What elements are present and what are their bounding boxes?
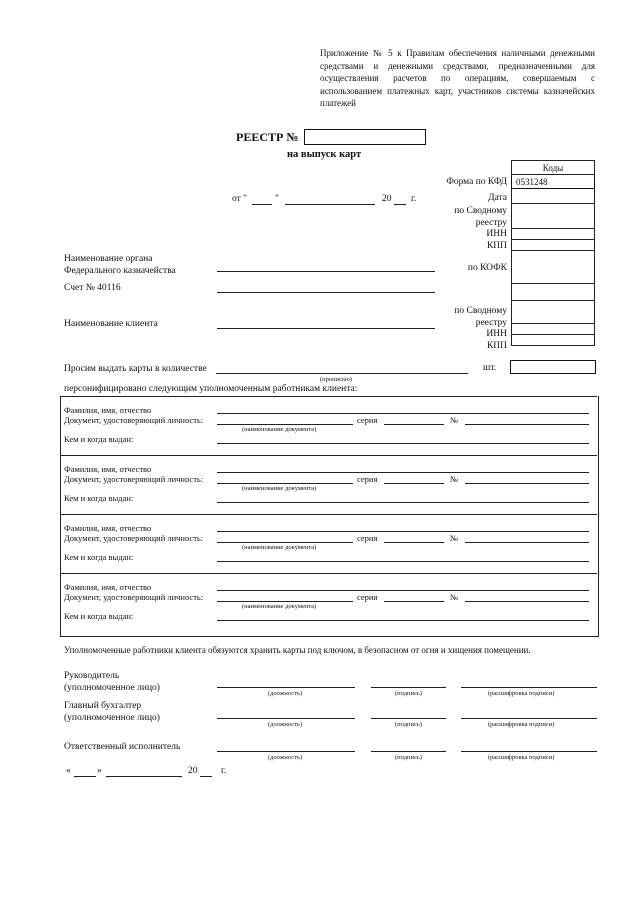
codes-value-date[interactable] [512,189,595,204]
doc-name-caption: (наименование документа) [242,544,317,551]
client-name-field[interactable] [217,328,435,329]
codes-value-account[interactable] [512,284,595,301]
series-label: серия [357,474,378,484]
number-label: № [450,592,459,602]
fio-label: Фамилия, имя, отчество [64,523,152,533]
pcs-label: шт. [483,363,497,373]
fio-label: Фамилия, имя, отчество [64,582,152,592]
series-field[interactable] [384,601,444,602]
codes-table [511,160,595,346]
codes-label-kofk: по КОФК [467,263,507,273]
doc-label: Документ, удостоверяющий личность: [64,592,204,602]
doc-label: Документ, удостоверяющий личность: [64,533,204,543]
codes-label-inn2: ИНН [486,329,507,339]
organ-name-field[interactable] [217,271,435,272]
accountant-label: Главный бухгалтер (уполномоченное лицо) [64,701,160,723]
fio-field[interactable] [217,413,589,414]
organ-name-label: Наименование органа Федерального казначейства [64,254,176,276]
accountant-decode-caption: (расшифровка подписи) [488,721,555,728]
fio-label: Фамилия, имя, отчество [64,405,152,415]
executor-decode-caption: (расшифровка подписи) [488,754,555,761]
head-position-caption: (должность) [268,690,303,697]
issued-field[interactable] [217,561,589,562]
date-year-field[interactable] [394,204,406,205]
issued-field[interactable] [217,502,589,503]
doc-name-field[interactable] [217,483,353,484]
account-field[interactable] [217,292,435,293]
executor-label: Ответственный исполнитель [64,742,181,752]
doc-name-caption: (наименование документа) [242,426,317,433]
series-label: серия [357,533,378,543]
codes-label-kpp: КПП [486,241,507,251]
date-quote: " [275,194,279,204]
codes-label-kpp2: КПП [486,341,507,351]
doc-name-field[interactable] [217,601,353,602]
bottom-date-day-field[interactable] [74,776,96,777]
registry-number-field[interactable] [304,129,426,145]
series-label: серия [357,592,378,602]
head-signature-field[interactable] [371,687,446,688]
issued-label: Кем и когда выдан: [64,493,134,503]
number-field[interactable] [465,601,589,602]
codes-label-svod2: по Сводному реестру [454,306,507,328]
codes-value-svod[interactable] [512,204,595,229]
fio-field[interactable] [217,590,589,591]
codes-value-svod2[interactable] [512,301,595,324]
codes-value-kofk[interactable] [512,251,595,284]
fio-field[interactable] [217,531,589,532]
codes-label-date: Дата [488,193,507,203]
client-name-label: Наименование клиента [64,319,158,329]
quantity-box[interactable] [510,360,596,374]
head-label: Руководитель (уполномоченное лицо) [64,671,160,693]
request-label: Просим выдать карты в количестве [64,364,207,374]
bottom-date-year-prefix: 20 [188,766,198,776]
doc-label: Документ, удостоверяющий личность: [64,474,204,484]
issued-label: Кем и когда выдан: [64,434,134,444]
number-label: № [450,533,459,543]
codes-value-kfd[interactable]: 0531248 [512,175,595,189]
worker-block-2 [60,455,597,514]
executor-position-caption: (должность) [268,754,303,761]
date-year-suffix: г. [411,194,417,204]
series-field[interactable] [384,542,444,543]
date-day-field[interactable] [252,204,272,205]
executor-signature-field[interactable] [371,751,446,752]
doc-name-caption: (наименование документа) [242,603,317,610]
bottom-date-open: « [66,766,71,776]
accountant-position-field[interactable] [217,718,355,719]
registry-subtitle: на выпуск карт [287,149,362,160]
number-label: № [450,474,459,484]
codes-label-svod: по Сводному реестру [454,206,507,228]
codes-value-kpp2[interactable] [512,335,595,346]
codes-label-inn: ИНН [486,229,507,239]
head-decode-field[interactable] [461,687,597,688]
fio-field[interactable] [217,472,589,473]
date-month-field[interactable] [285,204,375,205]
number-field[interactable] [465,424,589,425]
date-year-prefix: 20 [382,194,392,204]
fio-label: Фамилия, имя, отчество [64,464,152,474]
worker-block-1 [60,396,597,455]
codes-header: Коды [512,161,595,175]
date-from-label: от " [232,194,248,204]
appendix-note: Приложение № 5 к Правилам обеспечения наличными денежными средствами и денежными средствами, предназначенными для осуществления расчетов по операциям, совершаемым с использованием платежных карт, участников системы казначейских платежей [320,48,595,108]
worker-block-4 [60,573,597,632]
doc-name-field[interactable] [217,424,353,425]
bottom-date-month-field[interactable] [106,776,182,777]
in-words-caption: (прописью) [320,376,352,383]
doc-name-caption: (наименование документа) [242,485,317,492]
bottom-date-close: » [97,766,102,776]
head-signature-caption: (подпись) [395,690,422,697]
worker-block-3 [60,514,597,573]
account-label: Счет № 40116 [64,283,121,293]
accountant-decode-field[interactable] [461,718,597,719]
series-field[interactable] [384,483,444,484]
personified-label: персонифицировано следующим уполномоченным работникам клиента: [64,384,358,394]
series-label: серия [357,415,378,425]
issued-label: Кем и когда выдан: [64,611,134,621]
doc-label: Документ, удостоверяющий личность: [64,415,204,425]
number-field[interactable] [465,483,589,484]
quantity-field[interactable] [216,373,468,374]
accountant-signature-field[interactable] [371,718,446,719]
number-field[interactable] [465,542,589,543]
issued-label: Кем и когда выдан: [64,552,134,562]
number-label: № [450,415,459,425]
accountant-position-caption: (должность) [268,721,303,728]
head-position-field[interactable] [217,687,355,688]
codes-value-inn2[interactable] [512,324,595,335]
executor-decode-field[interactable] [461,751,597,752]
bottom-date-year-field[interactable] [200,776,212,777]
head-decode-caption: (расшифровка подписи) [488,690,555,697]
series-field[interactable] [384,424,444,425]
doc-name-field[interactable] [217,542,353,543]
issued-field[interactable] [217,620,589,621]
bottom-date-year-suffix: г. [221,766,227,776]
obligation-text: Уполномоченные работники клиента обязуются хранить карты под ключом, в безопасном от огня и хищения помещении. [64,645,531,655]
codes-value-inn[interactable] [512,229,595,240]
codes-value-kpp[interactable] [512,240,595,251]
accountant-signature-caption: (подпись) [395,721,422,728]
executor-signature-caption: (подпись) [395,754,422,761]
codes-label-kfd: Форма по КФД [446,177,507,187]
registry-title: РЕЕСТР № [236,130,299,144]
executor-position-field[interactable] [217,751,355,752]
issued-field[interactable] [217,443,589,444]
